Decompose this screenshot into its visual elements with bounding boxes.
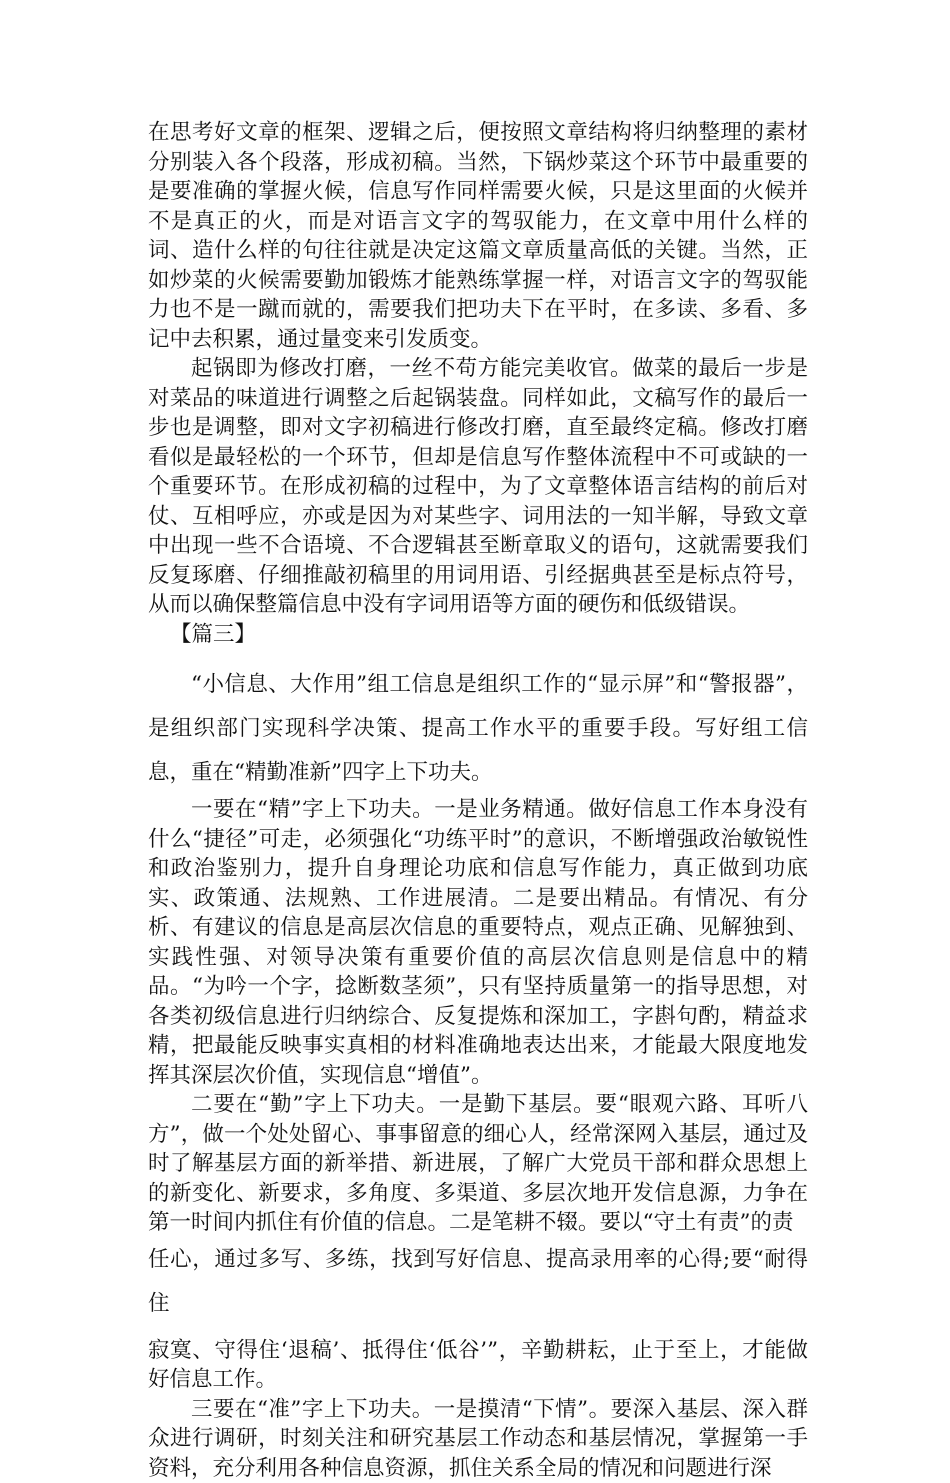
paragraph-5-part-2: 任心，通过多写、多练，找到写好信息、提高录用率的心得;要“耐得住 [148,1238,808,1326]
paragraph-5-part-1: 二要在“勤”字上下功夫。一是勤下基层。要“眼观六路、耳听八方”，做一个处处留心、事事留意的细心人，经常深网入基层，通过及时了解基层方面的新举措、新进展，了解广大党员干部和群众思想上的新变化、新要求，多角度、多渠道、多层次地开发信息源，力争在第一时间内抓住有价值的信息。二是笔耕不辍。要以“守土有责”的责 [148,1090,808,1238]
paragraph-5-part-3: 寂寞、守得住‘退稿’、抵得住‘低谷’”，辛勤耕耘，止于至上，才能做好信息工作。 [148,1336,808,1395]
section-heading: 【篇三】 [148,620,808,650]
paragraph-2: 起锅即为修改打磨，一丝不苟方能完美收官。做菜的最后一步是对菜品的味道进行调整之后起锅装盘。同样如此，文稿写作的最后一步也是调整，即对文字初稿进行修改打磨，直至最终定稿。修改打磨看似是最轻松的一个环节，但却是信息写作整体流程中不可或缺的一个重要环节。在形成初稿的过程中，为了文章整体语言结构的前后对仗、互相呼应，亦或是因为对某些字、词用法的一知半解，导致文章中出现一些不合语境、不合逻辑甚至断章取义的语句，这就需要我们反复琢磨、仔细推敲初稿里的用词用语、引经据典甚至是标点符号，从而以确保整篇信息中没有字词用语等方面的硬伤和低级错误。 [148,354,808,620]
paragraph-5 [148,1090,808,1395]
paragraph-1: 在思考好文章的框架、逻辑之后，便按照文章结构将归纳整理的素材分别装入各个段落，形成初稿。当然，下锅炒菜这个环节中最重要的是要准确的掌握火候，信息写作同样需要火候，只是这里面的火候并不是真正的火，而是对语言文字的驾驭能力，在文章中用什么样的词、造什么样的句往往就是决定这篇文章质量高低的关键。当然，正如炒菜的火候需要勤加锻炼才能熟练掌握一样，对语言文字的驾驭能力也不是一蹴而就的，需要我们把功夫下在平时，在多读、多看、多记中去积累，通过量变来引发质变。 [148,118,808,354]
paragraph-3: “小信息、大作用”组工信息是组织工作的“显示屏”和“警报器”，是组织部门实现科学决策、提高工作水平的重要手段。写好组工信息，重在“精勤准新”四字上下功夫。 [148,663,808,795]
paragraph-6: 三要在“准”字上下功夫。一是摸清“下情”。要深入基层、深入群众进行调研，时刻关注和研究基层工作动态和基层情况，掌握第一手资料，充分利用各种信息资源，抓住关系全局的情况和问题进行深 [148,1395,808,1483]
paragraph-4: 一要在“精”字上下功夫。一是业务精通。做好信息工作本身没有什么“捷径”可走，必须强化“功练平时”的意识，不断增强政治敏锐性和政治鉴别力，提升自身理论功底和信息写作能力，真正做到功底实、政策通、法规熟、工作进展清。二是要出精品。有情况、有分析、有建议的信息是高层次信息的重要特点，观点正确、见解独到、实践性强、对领导决策有重要价值的高层次信息则是信息中的精品。“为吟一个字，捻断数茎须”，只有坚持质量第一的指导思想，对各类初级信息进行归纳综合、反复提炼和深加工，字斟句酌，精益求精，把最能反映事实真相的材料准确地表达出来，才能最大限度地发挥其深层次价值，实现信息“增值”。 [148,795,808,1090]
document-page [148,118,808,1483]
